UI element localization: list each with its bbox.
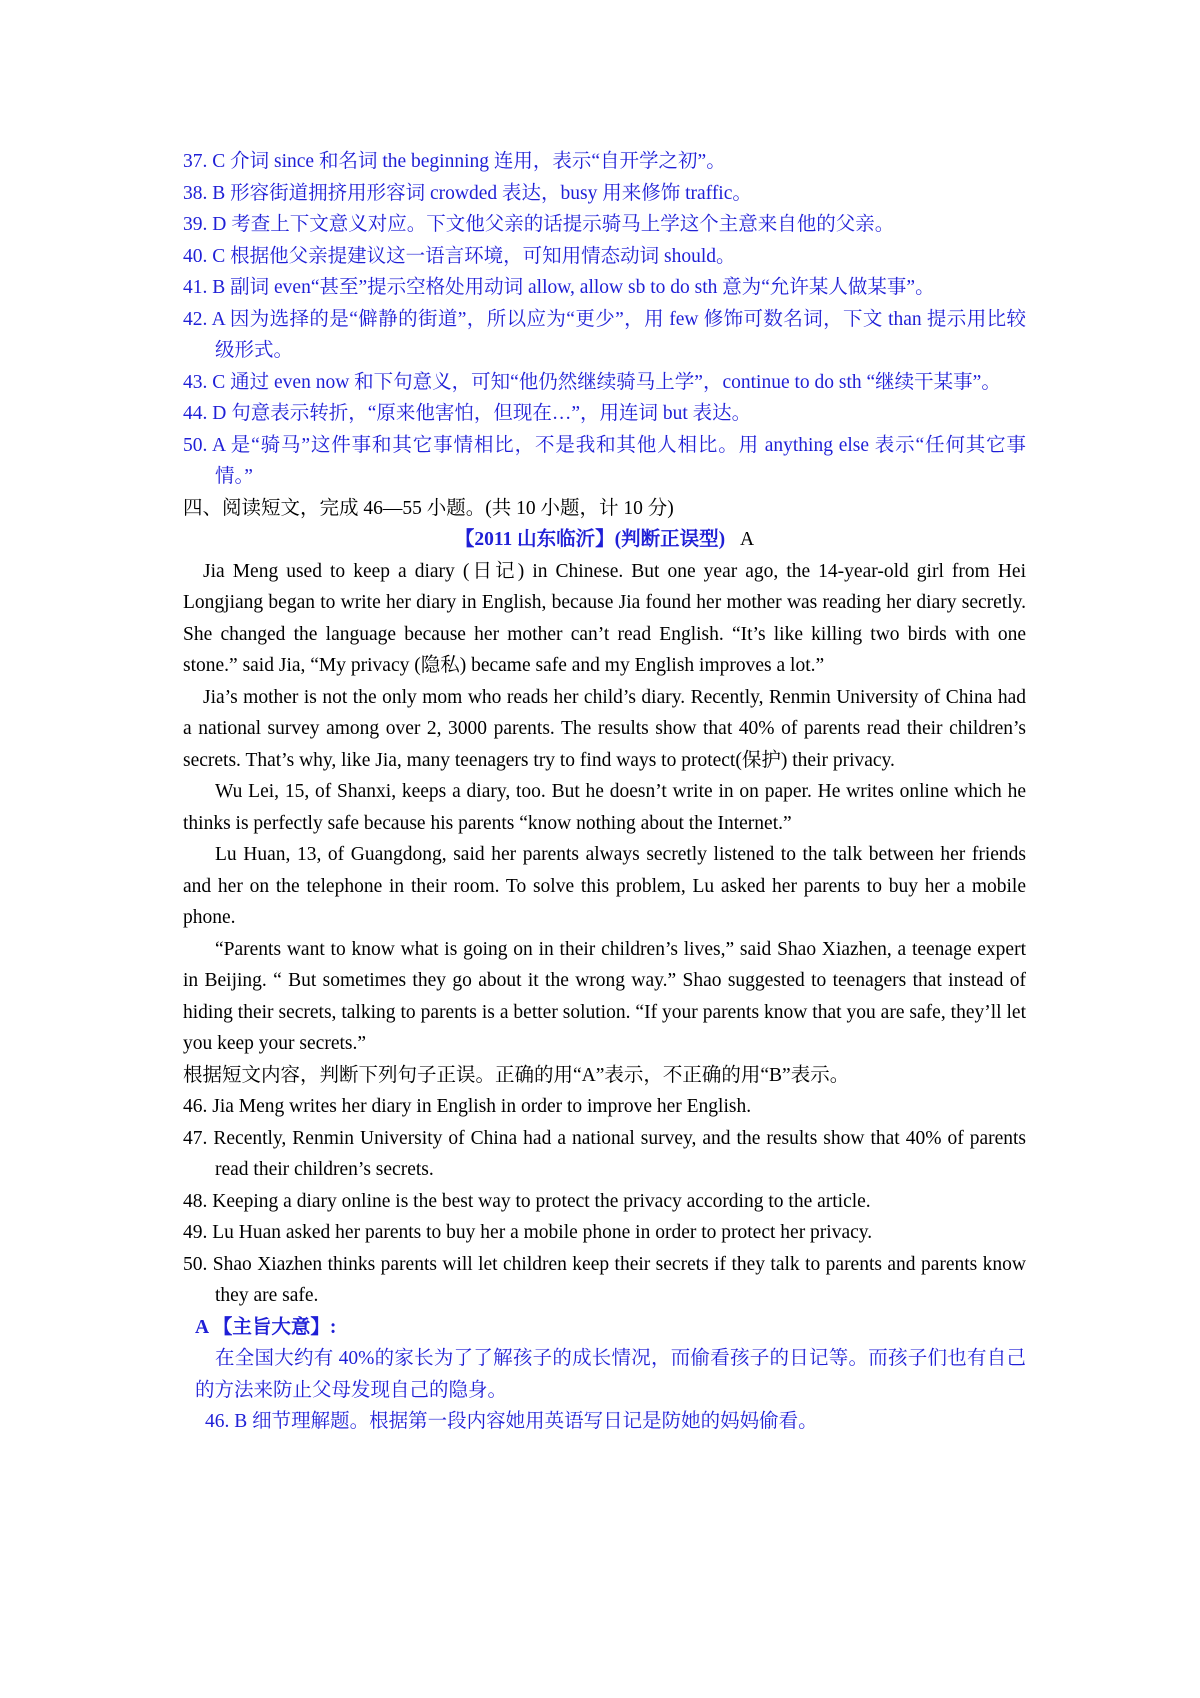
answer-39: 39. D 考查上下文意义对应。下文他父亲的话提示骑马上学这个主意来自他的父亲。 (183, 214, 895, 235)
passage-title: 【2011 山东临沂】(判断正误型) (454, 529, 726, 550)
answer-41: 41. B 副词 even“甚至”提示空格处用动词 allow, allow sb to do sth 意为“允许某人做某事”。 (183, 277, 935, 298)
paragraph-5: “Parents want to know what is going on in their children’s lives,” said Shao Xiazhen, a teenage expert in Beijing. “ But sometimes they go about it the wrong way.” Shao suggested to teenagers that instead of hiding their secrets, talking to parents is a better solution. “If your parents know that you are safe, they’ll let you keep your secrets.” (183, 938, 1026, 1054)
answer-38: 38. B 形容街道拥挤用形容词 crowded 表达，busy 用来修饰 traffic。 (183, 182, 752, 204)
paragraph-2: Jia’s mother is not the only mom who reads her child’s diary. Recently, Renmin University of China had a national survey among over 2, 3000 parents. The results show that 40% of parents read their children’s secrets. That’s why, like Jia, many teenagers try to find ways to protect(保护) their privacy. (183, 686, 1026, 771)
paragraph-1: Jia Meng used to keep a diary (日记) in Chinese. But one year ago, the 14-year-old girl from Hei Longjiang began to write her diary in English, because Jia found her mother was reading her diary secretly. She changed the language because her mother can’t read English. “It’s like killing two birds with one stone.” said Jia, “My privacy (隐私) became safe and my English improves a lot.” (183, 560, 1026, 676)
answer-43: 43. C 通过 even now 和下句意义，可知“他仍然继续骑马上学”，continue to do sth “继续干某事”。 (183, 371, 1001, 393)
section-heading: 四、阅读短文，完成 46—55 小题。(共 10 小题，计 10 分) (183, 497, 674, 519)
answer-50: 50. A 是“骑马”这件事和其它事情相比，不是我和其他人相比。用 anything else 表示“任何其它事情。” (183, 434, 1026, 487)
answer-42: 42. A 因为选择的是“僻静的街道”，所以应为“更少”，用 few 修饰可数名词，下文 than 提示用比较级形式。 (183, 308, 1026, 361)
passage-label: A (740, 529, 755, 550)
paragraph-3: Wu Lei, 15, of Shanxi, keeps a diary, too. But he doesn’t write in on paper. He writes online which he thinks is perfectly safe because his parents “know nothing about the Internet.” (183, 781, 1026, 834)
paragraph-4: Lu Huan, 13, of Guangdong, said her parents always secretly listened to the talk between her friends and her on the telephone in their room. To solve this problem, Lu asked her parents to buy her a mobile phone. (183, 844, 1026, 928)
question-46: 46. Jia Meng writes her diary in English in order to improve her English. (183, 1096, 752, 1117)
key-summary: 在全国大约有 40%的家长为了了解孩子的成长情况，而偷看孩子的日记等。而孩子们也有自己的方法来防止父母发现自己的隐身。 (195, 1348, 1026, 1401)
question-50: 50. Shao Xiazhen thinks parents will let children keep their secrets if they talk to parents and parents know they are safe. (183, 1253, 1026, 1306)
document-page (183, 146, 1026, 1438)
passage-heading (183, 524, 1026, 556)
key-answer-46: 46. B 细节理解题。根据第一段内容她用英语写日记是防她的妈妈偷看。 (205, 1411, 818, 1432)
key-heading: A 【主旨大意】: (195, 1316, 337, 1338)
question-47: 47. Recently, Renmin University of China had a national survey, and the results show that 40% of parents read their children’s secrets. (183, 1127, 1026, 1180)
instruction: 根据短文内容，判断下列句子正误。正确的用“A”表示，不正确的用“B”表示。 (183, 1064, 850, 1086)
question-48: 48. Keeping a diary online is the best way to protect the privacy according to the article. (183, 1190, 871, 1212)
answer-40: 40. C 根据他父亲提建议这一语言环境，可知用情态动词 should。 (183, 245, 736, 267)
answer-37: 37. C 介词 since 和名词 the beginning 连用，表示“自开学之初”。 (183, 151, 726, 172)
question-49: 49. Lu Huan asked her parents to buy her a mobile phone in order to protect her privacy. (183, 1222, 873, 1243)
answer-44: 44. D 句意表示转折，“原来他害怕，但现在…”，用连词 but 表达。 (183, 403, 752, 424)
